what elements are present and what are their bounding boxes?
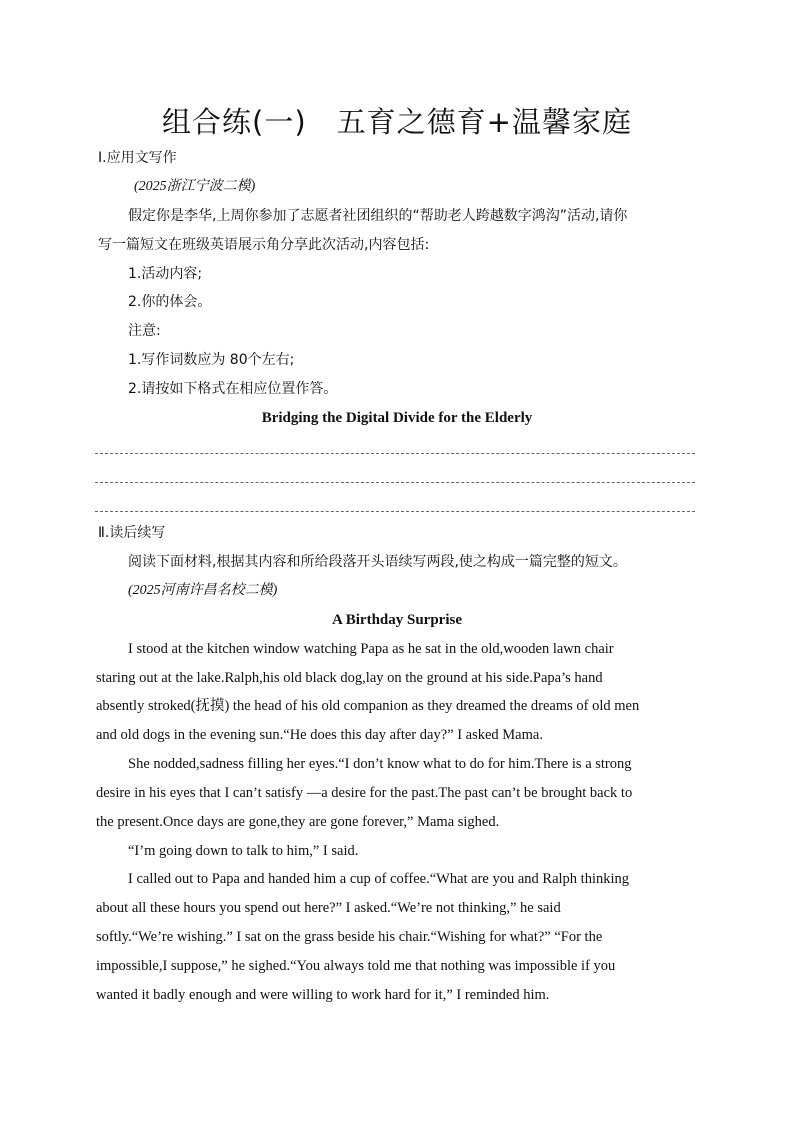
section1-source: (2025浙江宁波二模) [134, 179, 256, 194]
page-title: 组合练(一) 五育之德育+温馨家庭 [162, 105, 632, 139]
section1-heading: Ⅰ.应用文写作 [98, 150, 177, 166]
note-label: 注意: [128, 323, 161, 339]
story-title: A Birthday Surprise [331, 612, 463, 628]
story-line: about all these hours you spend out here?” I asked.“We’re not thinking,” he said [96, 900, 561, 916]
story-line: desire in his eyes that I can’t satisfy —a desire for the past.The past can’t be brought back to [96, 785, 633, 801]
story-line: softly.“We’re wishing.” I sat on the grass beside his chair.“Wishing for what?” “For the [96, 929, 603, 945]
answer-line [95, 511, 695, 512]
answer-line [95, 482, 695, 483]
story-line: I stood at the kitchen window watching Papa as he sat in the old,wooden lawn chair [128, 641, 614, 657]
story-line: staring out at the lake.Ralph,his old black dog,lay on the ground at his side.Papa’s hand [96, 670, 603, 686]
prompt-line-1: 假定你是李华,上周你参加了志愿者社团组织的“帮助老人跨越数字鸿沟”活动,请你 [128, 208, 628, 224]
story-line: and old dogs in the evening sun.“He does this day after day?” I asked Mama. [96, 727, 543, 743]
story-line: impossible,I suppose,” he sighed.“You always told me that nothing was impossible if you [96, 958, 616, 974]
prompt-line-2: 写一篇短文在班级英语展示角分享此次活动,内容包括: [98, 237, 430, 253]
section2-heading: Ⅱ.读后续写 [98, 525, 166, 541]
essay-title: Bridging the Digital Divide for the Elderly [261, 410, 533, 426]
story-line: wanted it badly enough and were willing to work hard for it,” I reminded him. [96, 987, 550, 1003]
story-line: I called out to Papa and handed him a cup of coffee.“What are you and Ralph thinking [128, 871, 630, 887]
story-line: absently stroked(抚摸) the head of his old companion as they dreamed the dreams of old men [96, 698, 640, 714]
story-line: She nodded,sadness filling her eyes.“I don’t know what to do for him.There is a strong [128, 756, 632, 772]
content-item-2: 2.你的体会。 [128, 294, 212, 310]
note-item-2: 2.请按如下格式在相应位置作答。 [128, 381, 338, 397]
story-line: the present.Once days are gone,they are gone forever,” Mama sighed. [96, 814, 500, 830]
note-item-1: 1.写作词数应为 80个左右; [128, 352, 295, 368]
story-line: “I’m going down to talk to him,” I said. [128, 843, 359, 859]
section2-source: (2025河南许昌名校二模) [128, 583, 278, 598]
section2-instruction: 阅读下面材料,根据其内容和所给段落开头语续写两段,使之构成一篇完整的短文。 [128, 554, 627, 570]
content-item-1: 1.活动内容; [128, 266, 203, 282]
answer-line [95, 453, 695, 454]
